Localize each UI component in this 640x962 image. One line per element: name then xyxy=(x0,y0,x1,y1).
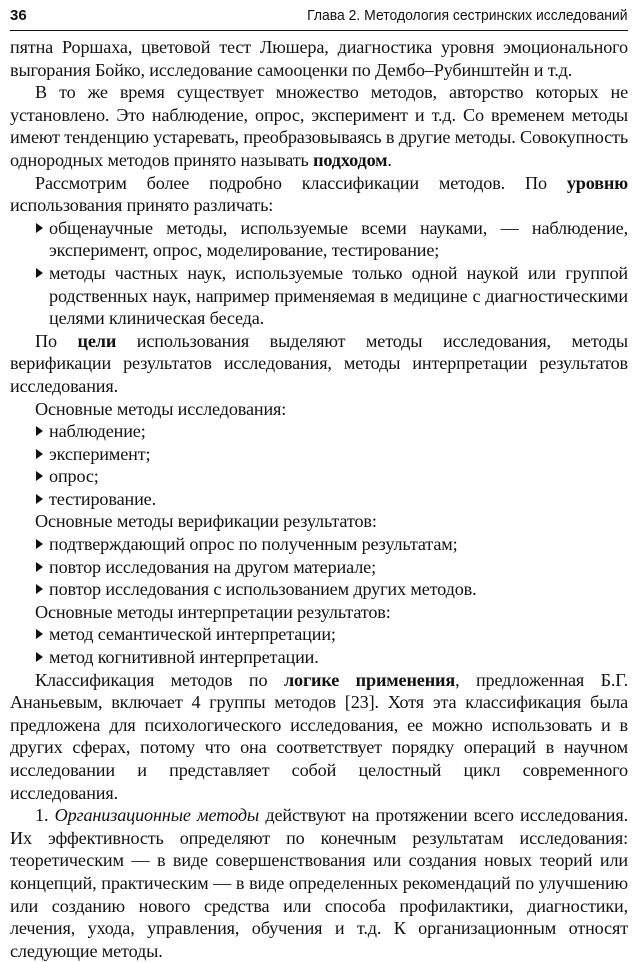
research-methods-list xyxy=(10,420,628,510)
bullet-arrow-icon xyxy=(36,223,43,233)
list-item-text: повтор исследования с использованием других методов. xyxy=(49,579,477,600)
research-methods-heading: Основные методы исследования: xyxy=(35,398,287,419)
paragraph-text: . xyxy=(387,149,392,170)
level-list xyxy=(10,217,628,330)
bullet-arrow-icon xyxy=(36,449,43,459)
list-item xyxy=(35,556,628,579)
page-number: 36 xyxy=(10,7,27,24)
list-item xyxy=(35,217,628,262)
verification-methods-list xyxy=(10,533,628,601)
list-item xyxy=(35,533,628,556)
term-logic: логике применения xyxy=(283,669,456,690)
bullet-arrow-icon xyxy=(36,629,43,639)
term-organizational: Организационные методы xyxy=(54,805,260,826)
list-item-text: опрос; xyxy=(49,466,99,487)
running-head xyxy=(10,4,628,31)
bullet-arrow-icon xyxy=(36,426,43,436)
paragraph-text: использования выделяют методы исследования, методы верификации результатов исследования, методы интерпретации результатов исследования. xyxy=(10,330,628,396)
term-approach: подходом xyxy=(313,149,388,170)
term-goal: цели xyxy=(77,330,117,351)
bullet-arrow-icon xyxy=(36,562,43,572)
list-item xyxy=(35,262,628,330)
paragraph-text: использования принято различать: xyxy=(10,195,274,216)
paragraph-level xyxy=(10,172,628,217)
bullet-arrow-icon xyxy=(36,494,43,504)
paragraph-text: В то же время существует множество методов, авторство которых не установлено. Это наблюдение, опрос, эксперимент и т.д. Со временем методы имеют тенденцию устаревать, преобразовываясь в другие методы. Совокупность однородных методов принято называть xyxy=(10,82,628,170)
list-item-text: эксперимент; xyxy=(49,443,151,464)
list-item xyxy=(35,623,628,646)
paragraph-text: Классификация методов по xyxy=(35,669,284,690)
bullet-arrow-icon xyxy=(36,652,43,662)
paragraph-text: По xyxy=(35,330,78,351)
list-item-text: наблюдение; xyxy=(49,421,146,442)
paragraph-authorship xyxy=(10,81,628,171)
page-body xyxy=(10,36,628,962)
paragraph-ananiev xyxy=(10,669,628,805)
list-item xyxy=(35,443,628,466)
chapter-title: Глава 2. Методология сестринских исследований xyxy=(307,7,628,24)
list-item xyxy=(35,646,628,669)
list-item-text: тестирование. xyxy=(49,488,156,509)
verification-methods-heading: Основные методы верификации результатов: xyxy=(35,511,377,532)
interpretation-methods-list xyxy=(10,623,628,668)
list-item-text: метод когнитивной интерпретации. xyxy=(49,647,319,668)
bullet-arrow-icon xyxy=(36,584,43,594)
bullet-arrow-icon xyxy=(36,539,43,549)
paragraph-continuation: пятна Роршаха, цветовой тест Люшера, диагностика уровня эмоционального выгорания Бойко, исследование самооценки по Дембо–Рубинштейн и т.д. xyxy=(10,37,628,80)
list-item xyxy=(35,578,628,601)
list-item-text: методы частных наук, используемые только одной наукой или группой родственных наук, например применяемая в медицине с диагностическими целями клиническая беседа. xyxy=(49,262,628,329)
paragraph-text: действуют на протяжении всего исследования. Их эффективность определяют по конечным результатам исследования: теоретическим — в виде совершенствования или создания новых теорий или концепций, практическим — в виде определенных рекомендаций по улучшению или созданию нового средства или способа профилактики, диагностики, лечения, ухода, управления, обучения и т.д. К организационным относят следующие методы. xyxy=(10,805,629,961)
list-item-text: метод семантической интерпретации; xyxy=(49,624,336,645)
paragraph-text: Рассмотрим более подробно классификации методов. По xyxy=(35,172,567,193)
list-item-text: общенаучные методы, используемые всеми науками, — наблюдение, эксперимент, опрос, моделирование, тестирование; xyxy=(49,217,628,261)
interpretation-methods-heading: Основные методы интерпретации результатов: xyxy=(35,601,391,622)
paragraph-goal xyxy=(10,330,628,398)
paragraph-organizational xyxy=(10,804,628,962)
bullet-arrow-icon xyxy=(36,471,43,481)
list-item xyxy=(35,465,628,488)
term-level: уровню xyxy=(566,172,628,193)
list-item-text: подтверждающий опрос по полученным результатам; xyxy=(49,534,458,555)
list-item xyxy=(35,488,628,511)
paragraph-text: , предложенная Б.Г. Ананьевым, включает 4 группы методов [23]. Хотя эта классификация была предложена для психологического исследования, ее можно использовать и в других сферах, потому что она соответствует порядку операций в научном исследовании и представляет собой целостный цикл современного исследования. xyxy=(10,669,628,803)
list-item xyxy=(35,420,628,443)
list-item-text: повтор исследования на другом материале; xyxy=(49,556,376,577)
bullet-arrow-icon xyxy=(36,268,43,278)
paragraph-text: 1. xyxy=(35,805,55,826)
